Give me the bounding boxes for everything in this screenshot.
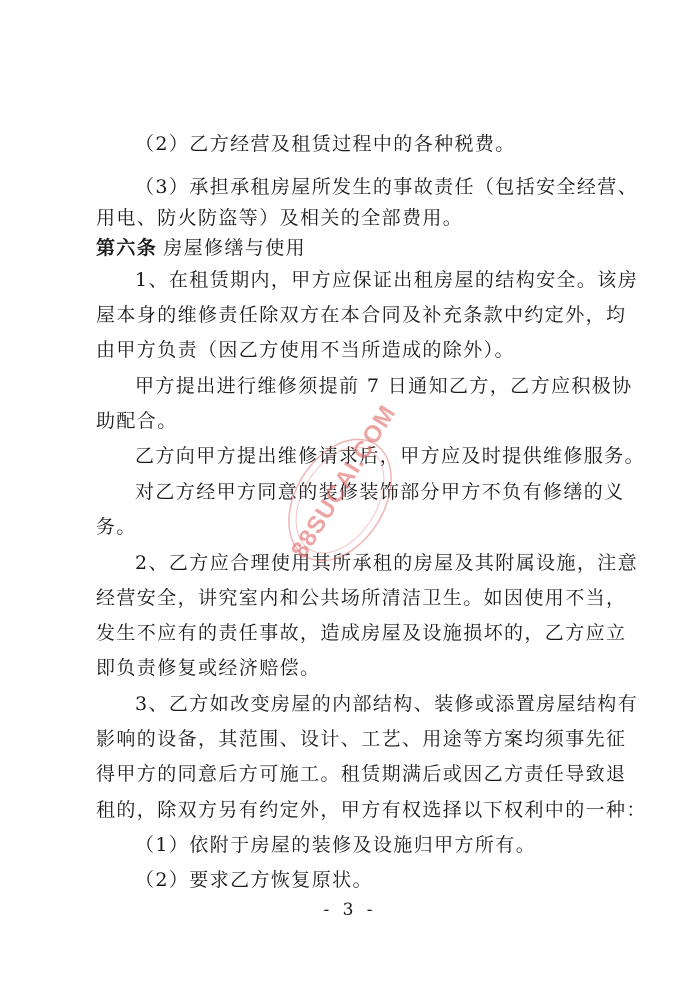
paragraph-line: 经营安全，讲究室内和公共场所清洁卫生。如因使用不当， <box>96 587 627 609</box>
paragraph-line: 租的，除双方另有约定外，甲方有权选择以下权利中的一种： <box>96 799 647 821</box>
section-heading-title: 房屋修缮与使用 <box>163 237 307 259</box>
paragraph-line: 对乙方经甲方同意的装修装饰部分甲方不负有修缮的义 <box>135 481 625 503</box>
paragraph-line: 乙方向甲方提出维修请求后，甲方应及时提供维修服务。 <box>135 445 646 467</box>
paragraph-line: 助配合。 <box>96 410 178 432</box>
paragraph-line: 由甲方负责（因乙方使用不当所造成的除外）。 <box>96 339 515 361</box>
paragraph-line: 3、乙方如改变房屋的内部结构、装修或添置房屋结构有 <box>135 693 639 715</box>
paragraph-line: 用电、防火防盗等）及相关的全部费用。 <box>96 207 464 229</box>
paragraph-line: 1、在租赁期内，甲方应保证出租房屋的结构安全。该房 <box>135 269 639 291</box>
paragraph-line: 得甲方的同意后方可施工。租赁期满后或因乙方责任导致退 <box>96 763 627 785</box>
paragraph-line: （1）依附于房屋的装修及设施归甲方所有。 <box>135 834 537 856</box>
section-heading <box>96 230 616 266</box>
paragraph-line: （2）乙方经营及租赁过程中的各种税费。 <box>135 133 516 155</box>
watermark-text: 88SUCAI.COM <box>285 400 402 564</box>
paragraph-line: 2、乙方应合理使用其所承租的房屋及其附属设施，注意 <box>135 552 639 574</box>
paragraph-line: 甲方提出进行维修须提前 7 日通知乙方，乙方应积极协 <box>135 375 633 397</box>
paragraph-line: 屋本身的维修责任除双方在本合同及补充条款中约定外，均 <box>96 304 627 326</box>
paragraph-line: （3）承担承租房屋所发生的事故责任（包括安全经营、 <box>135 176 639 198</box>
section-heading-label: 第六条 <box>96 237 158 259</box>
paragraph-line: 务。 <box>96 516 137 538</box>
paragraph-line: （2）要求乙方恢复原状。 <box>135 869 373 891</box>
paragraph-line: 即负责修复或经济赔偿。 <box>96 657 321 679</box>
paragraph-line: 发生不应有的责任事故，造成房屋及设施损坏的，乙方应立 <box>96 622 627 644</box>
paragraph-line: 影响的设备，其范围、设计、工艺、用途等方案均须事先征 <box>96 728 627 750</box>
page-number: - 3 - <box>323 900 377 920</box>
